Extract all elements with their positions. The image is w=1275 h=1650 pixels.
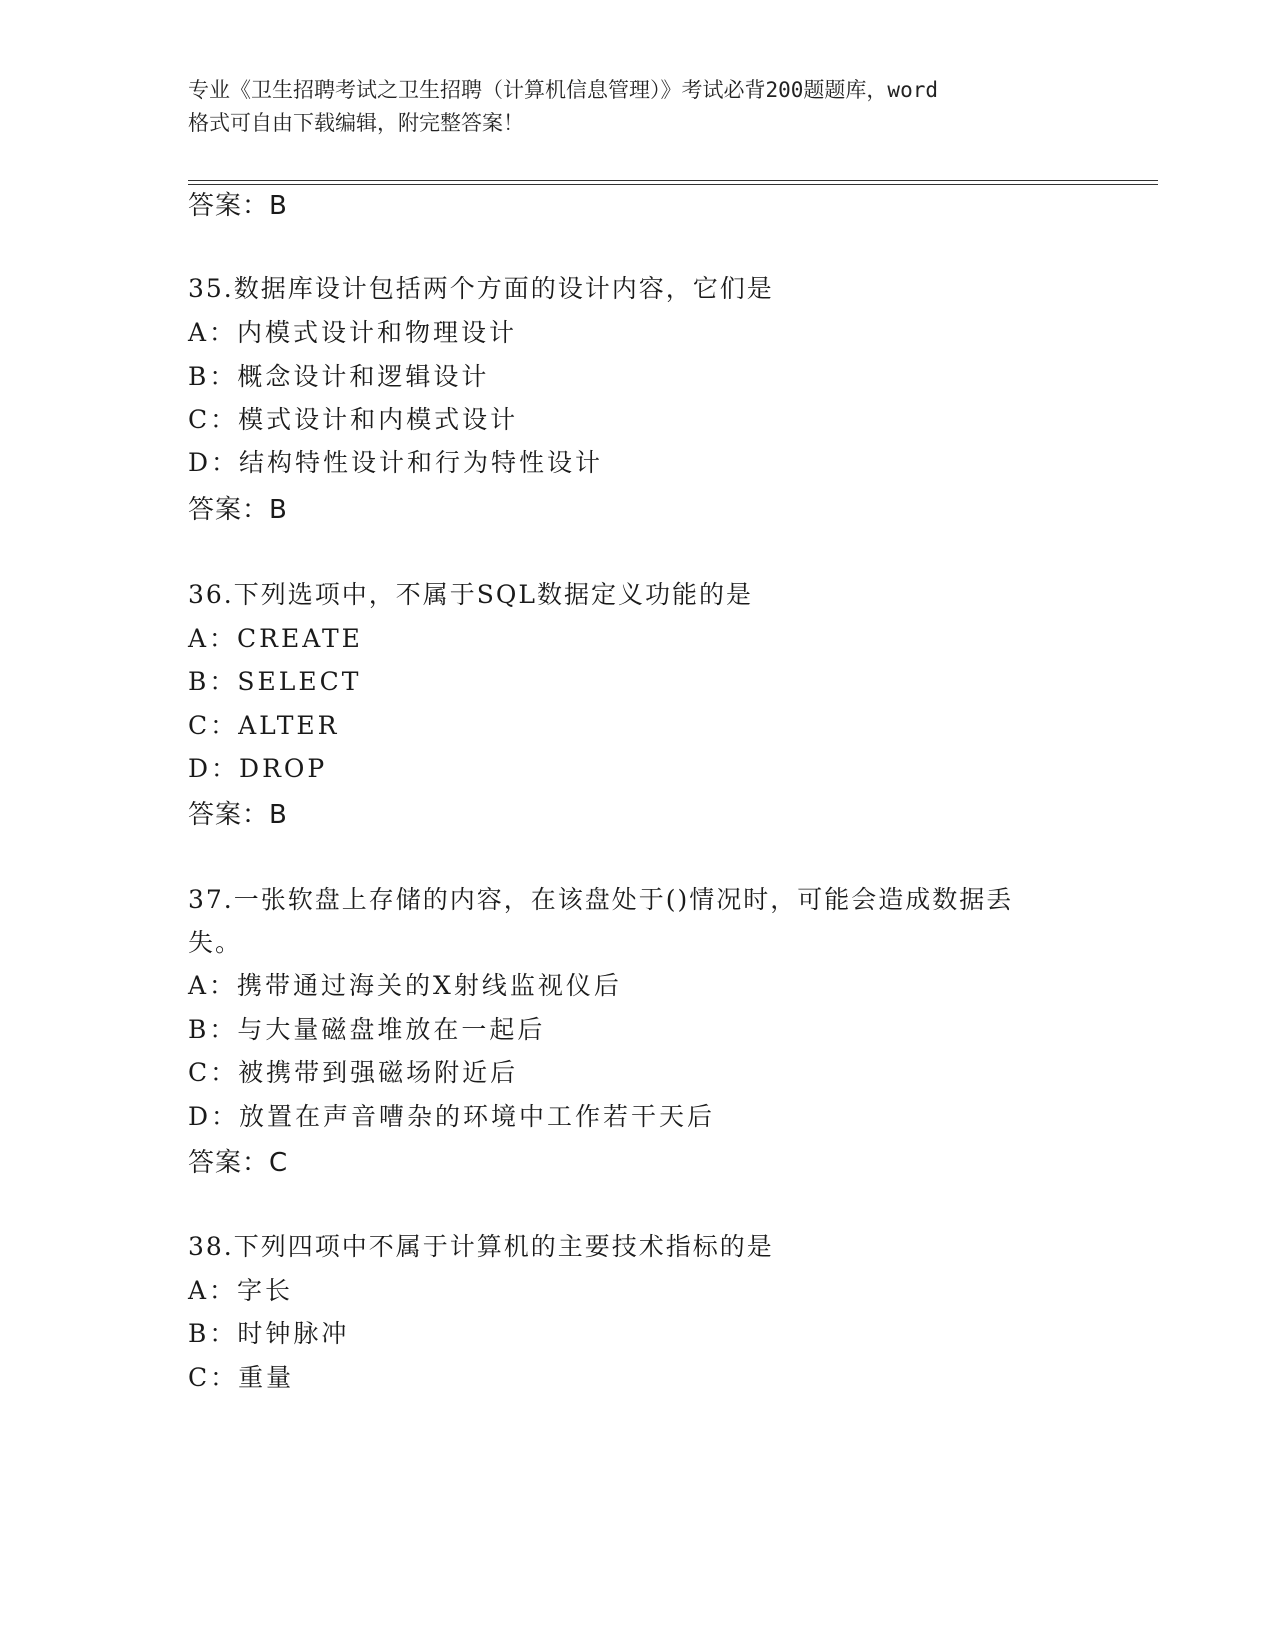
question-38-option-c: C：重量: [188, 1363, 295, 1392]
question-37-option-d: D：放置在声音嘈杂的环境中工作若干天后: [188, 1102, 716, 1131]
question-36-option-b: B：SELECT: [188, 667, 362, 696]
question-35-option-d: D：结构特性设计和行为特性设计: [188, 448, 604, 477]
question-37-option-a: A：携带通过海关的X射线监视仪后: [188, 971, 622, 1000]
question-37-answer: 答案：C: [188, 1148, 289, 1178]
question-36-option-a: A：CREATE: [188, 624, 363, 653]
question-36-option-c: C：ALTER: [188, 711, 340, 740]
question-38-option-a: A：字长: [188, 1276, 294, 1305]
question-35-option-a: A：内模式设计和物理设计: [188, 318, 518, 347]
question-37-option-c: C：被携带到强磁场附近后: [188, 1058, 519, 1087]
question-37-text-line-2: 失。: [188, 928, 243, 957]
previous-answer: 答案：B: [188, 191, 288, 221]
question-36-answer: 答案：B: [188, 800, 288, 830]
question-35-option-b: B：概念设计和逻辑设计: [188, 362, 490, 391]
question-38-text: 38.下列四项中不属于计算机的主要技术指标的是: [188, 1232, 774, 1261]
header-divider-bottom: [188, 184, 1158, 185]
question-36-option-d: D：DROP: [188, 754, 328, 783]
question-37-option-b: B：与大量磁盘堆放在一起后: [188, 1015, 546, 1044]
question-38-option-b: B：时钟脉冲: [188, 1319, 350, 1348]
question-35-option-c: C：模式设计和内模式设计: [188, 405, 519, 434]
question-35-answer: 答案：B: [188, 495, 288, 525]
header-divider-top: [188, 180, 1158, 181]
header-line-2: 格式可自由下载编辑，附完整答案！: [188, 111, 524, 135]
document-header: [188, 74, 1088, 140]
question-35-text: 35.数据库设计包括两个方面的设计内容，它们是: [188, 274, 774, 303]
question-36-text: 36.下列选项中，不属于SQL数据定义功能的是: [188, 580, 753, 609]
question-37-text-line-1: 37.一张软盘上存储的内容，在该盘处于()情况时，可能会造成数据丢: [188, 885, 1014, 914]
header-line-1: 专业《卫生招聘考试之卫生招聘（计算机信息管理）》考试必背200题题库，word: [188, 78, 938, 102]
